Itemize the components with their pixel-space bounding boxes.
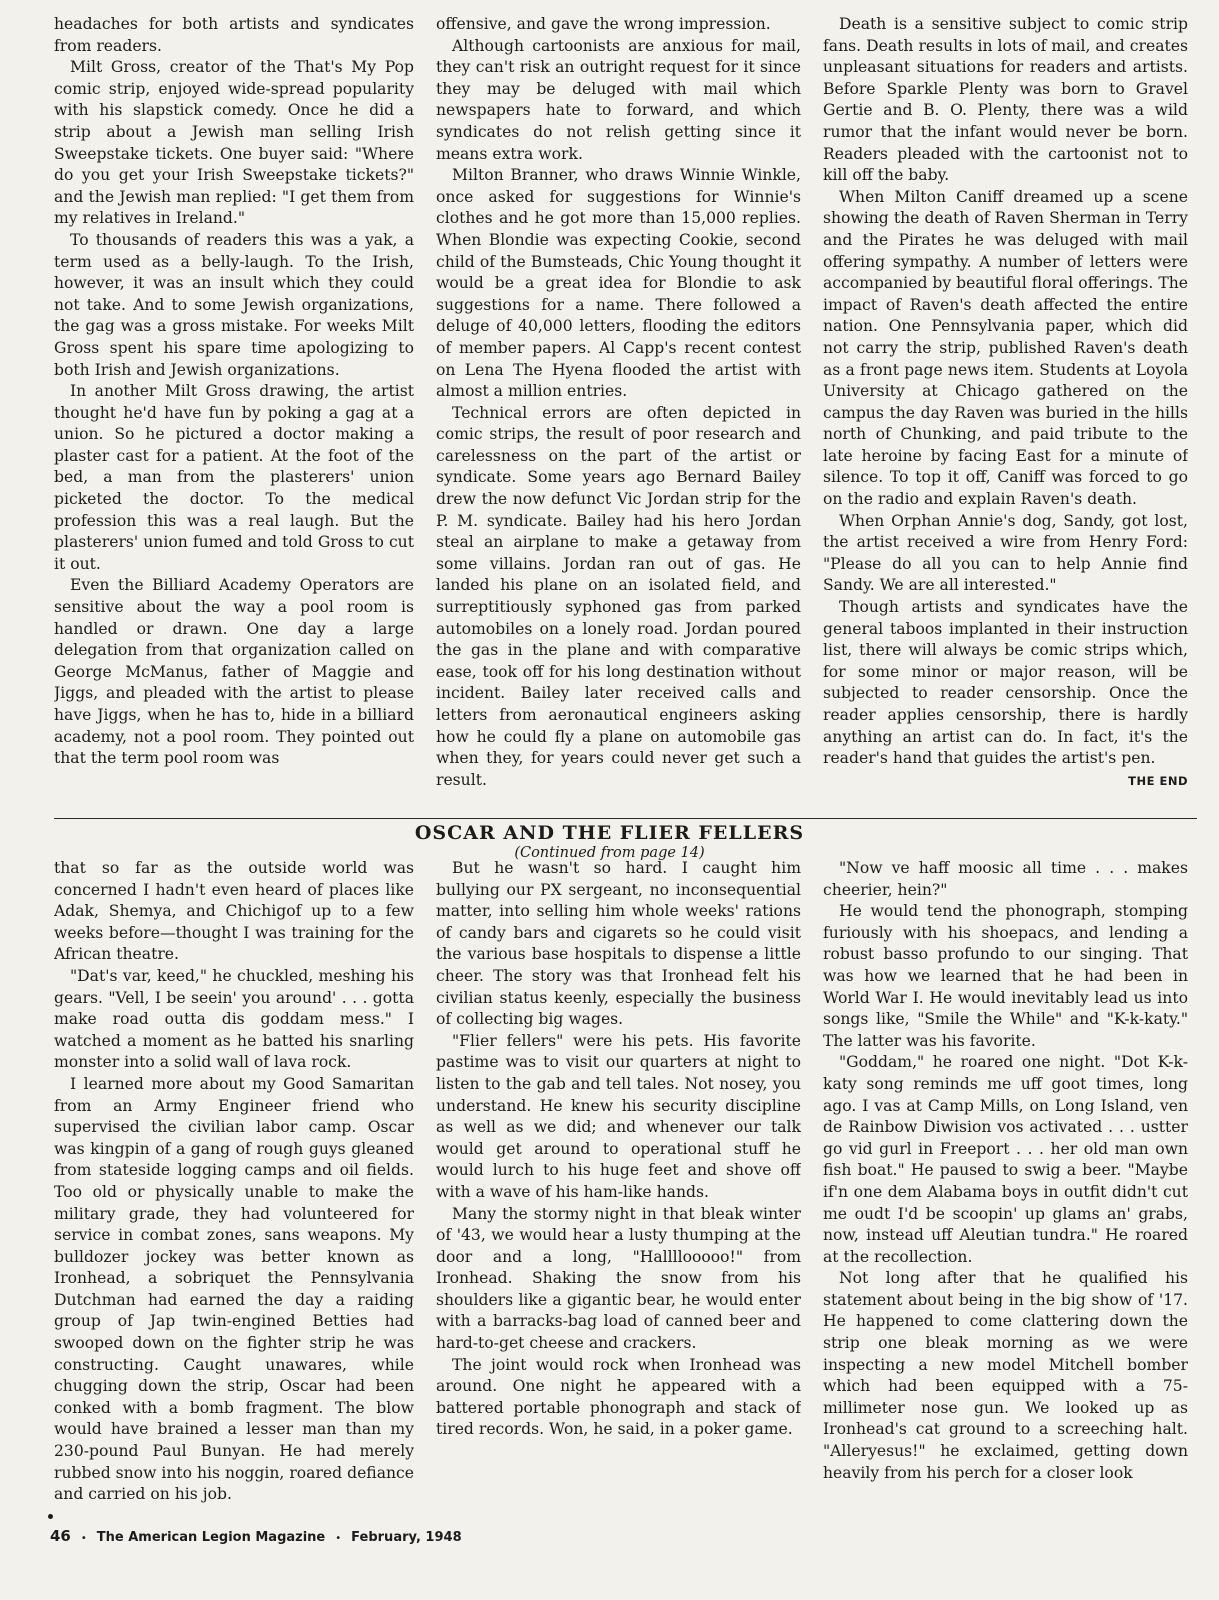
paragraph: But he wasn't so hard. I caught him bullying our PX sergeant, no inconsequential matter, into selling him whole weeks' rations of candy bars and cigarets so he could visit the various base hospitals to dispense a little cheer. The story was that Ironhead felt his civilian status keenly, especially the business of collecting big wages. bbox=[436, 859, 801, 1029]
paragraph: offensive, and gave the wrong impression. bbox=[436, 15, 771, 33]
paragraph: When Orphan Annie's dog, Sandy, got lost, the artist received a wire from Henry Ford: "Please do all you can to help Annie find Sandy. We are all interested." bbox=[823, 511, 1188, 595]
article-top-columns bbox=[54, 14, 1188, 814]
paragraph: Technical errors are often depicted in comic strips, the result of poor research and carelessness on the part of the artist or syndicate. Some years ago Bernard Bailey drew the now defunct Vic Jordan strip for the P. M. syndicate. Bailey had his hero Jordan steal an airplane to make a getaway from some villains. Jordan ran out of gas. He landed his plane on an isolated field, and surreptitiously syphoned gas from parked automobiles on a lonely road. Jordan poured the gas in the plane and with comparative ease, took off for his long destination without incident. Bailey later received calls and letters from aeronautical engineers asking how he could fly a plane on automobile gas when they, for years could never get such a result. bbox=[436, 403, 801, 789]
article-column-1 bbox=[54, 14, 414, 814]
story-header bbox=[0, 822, 1219, 862]
paragraph: Although cartoonists are anxious for mail, they can't risk an outright request for it since they may be deluged with mail which newspapers hate to forward, and which syndicates do not relish getting since it means extra work. bbox=[436, 36, 801, 163]
paragraph: "Goddam," he roared one night. "Dot K-k-katy song reminds me uff goot times, long ago. I vas at Camp Mills, on Long Island, ven de Rainbow Diwision vos activated . . . ustter go vid gurl in Freeport . . . her old man own fish boat." He paused to swig a beer. "Maybe if'n one dem Alabama boys in outfit didn't cut me oudt I'd be scoopin' up glams an' grabs, now, instead uff Aleutian tundra." He roared at the recollection. bbox=[823, 1053, 1188, 1266]
section-divider bbox=[54, 818, 1197, 819]
continued-from-note: (Continued from page 14) bbox=[514, 845, 705, 861]
story-column-2 bbox=[436, 858, 801, 1516]
paragraph: headaches for both artists and syndicates from readers. bbox=[54, 15, 414, 55]
paragraph: He would tend the phonograph, stomping furiously with his shoepacs, and lending a robust basso profundo to our singing. That was how we learned that he had been in World War I. He would inevitably lead us into songs like, "Smile the While" and "K-k-katy." The latter was his favorite. bbox=[823, 902, 1188, 1050]
paragraph: When Milton Caniff dreamed up a scene showing the death of Raven Sherman in Terry and the Pirates he was deluged with mail offering sympathy. A number of letters were accompanied by beautiful floral offerings. The impact of Raven's death affected the entire nation. One Pennsylvania paper, which did not carry the strip, published Raven's death as a front page news item. Students at Loyola University at Chicago gathered on the campus the day Raven was buried in the hills north of Chunking, and paid tribute to the late heroine by facing East for a minute of silence. To top it off, Caniff was forced to go on the radio and explain Raven's death. bbox=[823, 187, 1188, 509]
paragraph: Many the stormy night in that bleak winter of '43, we would hear a lusty thumping at the door and a long, "Hallllooooo!" from Ironhead. Shaking the snow from his shoulders like a gigantic bear, he would enter with a barracks-bag load of canned beer and hard-to-get cheese and crackers. bbox=[436, 1204, 801, 1353]
story-title: OSCAR AND THE FLIER FELLERS bbox=[414, 822, 805, 844]
paragraph: Milton Branner, who draws Winnie Winkle, once asked for suggestions for Winnie's clothes and he got more than 15,000 replies. When Blondie was expecting Cookie, second child of the Bumsteads, Chic Young thought it would be a great idea for Blondie to ask suggestions for a name. There followed a deluge of 40,000 letters, flooding the editors of member papers. Al Capp's recent contest on Lena The Hyena flooded the artist with almost a million entries. bbox=[436, 166, 801, 401]
paragraph: Death is a sensitive subject to comic strip fans. Death results in lots of mail, and creates unpleasant situations for readers and artists. Before Sparkle Plenty was born to Gravel Gertie and B. O. Plenty, there was a wild rumor that the infant would never be born. Readers pleaded with the cartoonist not to kill off the baby. bbox=[823, 15, 1188, 185]
paragraph: "Dat's var, keed," he chuckled, meshing his gears. "Vell, I be seein' you around' . . . gotta make road outta dis goddam mess." I watched a moment as he batted his snarling monster into a solid wall of lava rock. bbox=[54, 966, 414, 1072]
paragraph: In another Milt Gross drawing, the artist thought he'd have fun by poking a gag at a union. So he pictured a doctor making a plaster cast for a patient. At the foot of the bed, a man from the plasterers' union picketed the doctor. To the medical profession this was a real laugh. But the plasterers' union fumed and told Gross to cut it out. bbox=[54, 382, 414, 573]
page-number: 46 bbox=[50, 1527, 71, 1545]
story-column-1 bbox=[54, 858, 414, 1516]
paragraph: To thousands of readers this was a yak, a term used as a belly-laugh. To the Irish, however, it was an insult which they could not take. And to some Jewish organizations, the gag was a gross mistake. For weeks Milt Gross spent his spare time apologizing to both Irish and Jewish organizations. bbox=[54, 230, 414, 379]
article-column-3 bbox=[823, 14, 1188, 814]
magazine-name: The American Legion Magazine bbox=[96, 1530, 326, 1545]
page-footer bbox=[50, 1527, 462, 1545]
story-column-3 bbox=[823, 858, 1188, 1516]
issue-date: February, 1948 bbox=[351, 1530, 462, 1545]
story-columns bbox=[54, 858, 1188, 1516]
paragraph: "Now ve haff moosic all time . . . makes cheerier, hein?" bbox=[823, 859, 1188, 899]
paragraph: "Flier fellers" were his pets. His favorite pastime was to visit our quarters at night to listen to the gab and tell tales. Not nosey, you understand. He knew his security discipline as well as we did; and whenever our talk would get around to operational stuff he would lurch to his huge feet and shove off with a wave of his ham-like hands. bbox=[436, 1031, 801, 1201]
end-bullet bbox=[48, 1514, 53, 1519]
paragraph: The joint would rock when Ironhead was around. One night he appeared with a battered portable phonograph and stack of tired records. Won, he said, in a poker game. bbox=[436, 1355, 801, 1439]
footer-separator: • bbox=[80, 1533, 87, 1544]
paragraph: that so far as the outside world was concerned I hadn't even heard of places like Adak, Shemya, and Chichigof up to a few weeks before—thought I was training for the African theatre. bbox=[54, 859, 414, 964]
paragraph: Even the Billiard Academy Operators are sensitive about the way a pool room is handled or drawn. One day a large delegation from that organization called on George McManus, father of Maggie and Jiggs, and pleaded with the artist to please have Jiggs, when he has to, hide in a billiard academy, not a pool room. They pointed out that the term pool room was bbox=[54, 576, 414, 768]
the-end-mark: THE END bbox=[1128, 773, 1188, 788]
article-column-2 bbox=[436, 14, 801, 814]
footer-separator: • bbox=[335, 1533, 342, 1544]
paragraph: Milt Gross, creator of the That's My Pop comic strip, enjoyed wide-spread popularity with his slapstick comedy. Once he did a strip about a Jewish man selling Irish Sweepstake tickets. One buyer said: "Where do you get your Irish Sweepstake tickets?" and the Jewish man replied: "I get them from my relatives in Ireland." bbox=[54, 58, 414, 228]
paragraph: I learned more about my Good Samaritan from an Army Engineer friend who supervised the civilian labor camp. Oscar was kingpin of a gang of rough guys gleaned from stateside logging camps and oil fields. Too old or physically unable to make the military grade, they had volunteered for service in combat zones, sans weapons. My bulldozer jockey was better known as Ironhead, a sobriquet the Pennsylvania Dutchman had earned the day a raiding group of Jap twin-engined Betties had swooped down on the fighter strip he was constructing. Caught unawares, while chugging down the strip, Oscar had been conked with a bomb fragment. The blow would have brained a lesser man than my 230-pound Paul Bunyan. He had merely rubbed snow into his noggin, roared defiance and carried on his job. bbox=[54, 1074, 414, 1504]
paragraph: Though artists and syndicates have the general taboos implanted in their instruction list, there will always be comic strips which, for some minor or major reason, will be subjected to reader censorship. Once the reader applies censorship, there is hardly anything an artist can do. In fact, it's the reader's hand that guides the artist's pen. bbox=[823, 598, 1188, 768]
paragraph: Not long after that he qualified his statement about being in the big show of '17. He happened to come clattering down the strip one bleak morning as we were inspecting a new model Mitchell bomber which had been equipped with a 75-millimeter nose gun. We looked up as Ironhead's cat ground to a screeching halt. "Alleryesus!" he exclaimed, getting down heavily from his perch for a closer look bbox=[823, 1269, 1188, 1482]
